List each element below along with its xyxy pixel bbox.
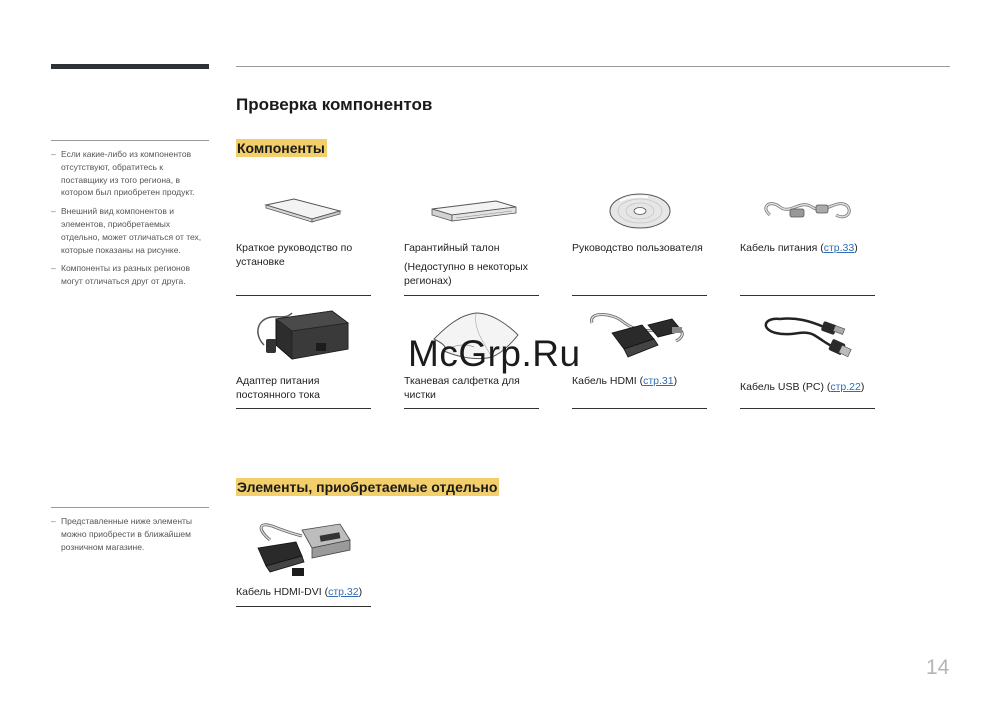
hdmi-dvi-cable-icon (236, 520, 371, 582)
component-caption: Адаптер питания (236, 375, 320, 387)
page-number: 14 (926, 656, 950, 679)
divider (404, 295, 539, 296)
component-caption: Кабель USB (PC) (стр.22) (740, 381, 865, 393)
sidenote-item: – Компоненты из разных регионов могут отличаться друг от друга. (51, 262, 209, 288)
divider (236, 408, 371, 409)
divider (236, 606, 371, 607)
divider (236, 295, 371, 296)
page-title: Проверка компонентов (236, 95, 433, 114)
section-heading-optional: Элементы, приобретаемые отдельно (237, 479, 498, 495)
divider (740, 408, 875, 409)
component-caption: постоянного тока (236, 389, 320, 401)
dc-adapter-icon (236, 305, 371, 367)
quick-guide-icon (236, 185, 371, 235)
watermark: McGrp.Ru (408, 333, 581, 374)
sidenote-components (51, 140, 209, 294)
header-rule (236, 66, 950, 67)
divider (572, 408, 707, 409)
power-cable-icon (740, 185, 875, 235)
section-heading-components: Компоненты (237, 140, 325, 156)
sidenote-item: – Представленные ниже элементы можно приобрести в ближайшем розничном магазине. (51, 515, 209, 553)
component-caption: (Недоступно в некоторых (404, 261, 528, 273)
divider (572, 295, 707, 296)
sidenote-item: – Если какие-либо из компонентов отсутствуют, обратитесь к поставщику из того региона, в котором был приобретен продукт. (51, 148, 209, 199)
component-caption: Гарантийный талон (404, 242, 500, 254)
cd-disc-icon (572, 185, 707, 235)
component-caption: установке (236, 256, 285, 268)
header-accent-bar (51, 64, 209, 69)
divider (740, 295, 875, 296)
page-link[interactable]: стр.31 (643, 375, 674, 387)
warranty-card-icon (404, 185, 539, 235)
sidenote-item: – Внешний вид компонентов и элементов, приобретаемых отдельно, может отличаться от тех, которые показаны на рисунке. (51, 205, 209, 256)
divider (404, 408, 539, 409)
component-caption: Тканевая салфетка для (404, 375, 520, 387)
usb-cable-icon (740, 305, 875, 367)
sidenote-optional (51, 507, 209, 559)
page-link[interactable]: стр.33 (823, 242, 855, 254)
component-caption: чистки (404, 389, 436, 401)
component-caption: Кабель питания (стр.33) (740, 242, 858, 254)
component-caption: Краткое руководство по (236, 242, 353, 254)
page-link[interactable]: стр.32 (328, 586, 359, 598)
hdmi-cable-icon (572, 305, 707, 367)
component-caption: Руководство пользователя (572, 242, 703, 254)
component-caption: Кабель HDMI-DVI (стр.32) (236, 586, 363, 598)
component-caption: Кабель HDMI (стр.31) (572, 375, 678, 387)
component-caption: регионах) (404, 275, 452, 287)
page-link[interactable]: стр.22 (830, 381, 861, 393)
